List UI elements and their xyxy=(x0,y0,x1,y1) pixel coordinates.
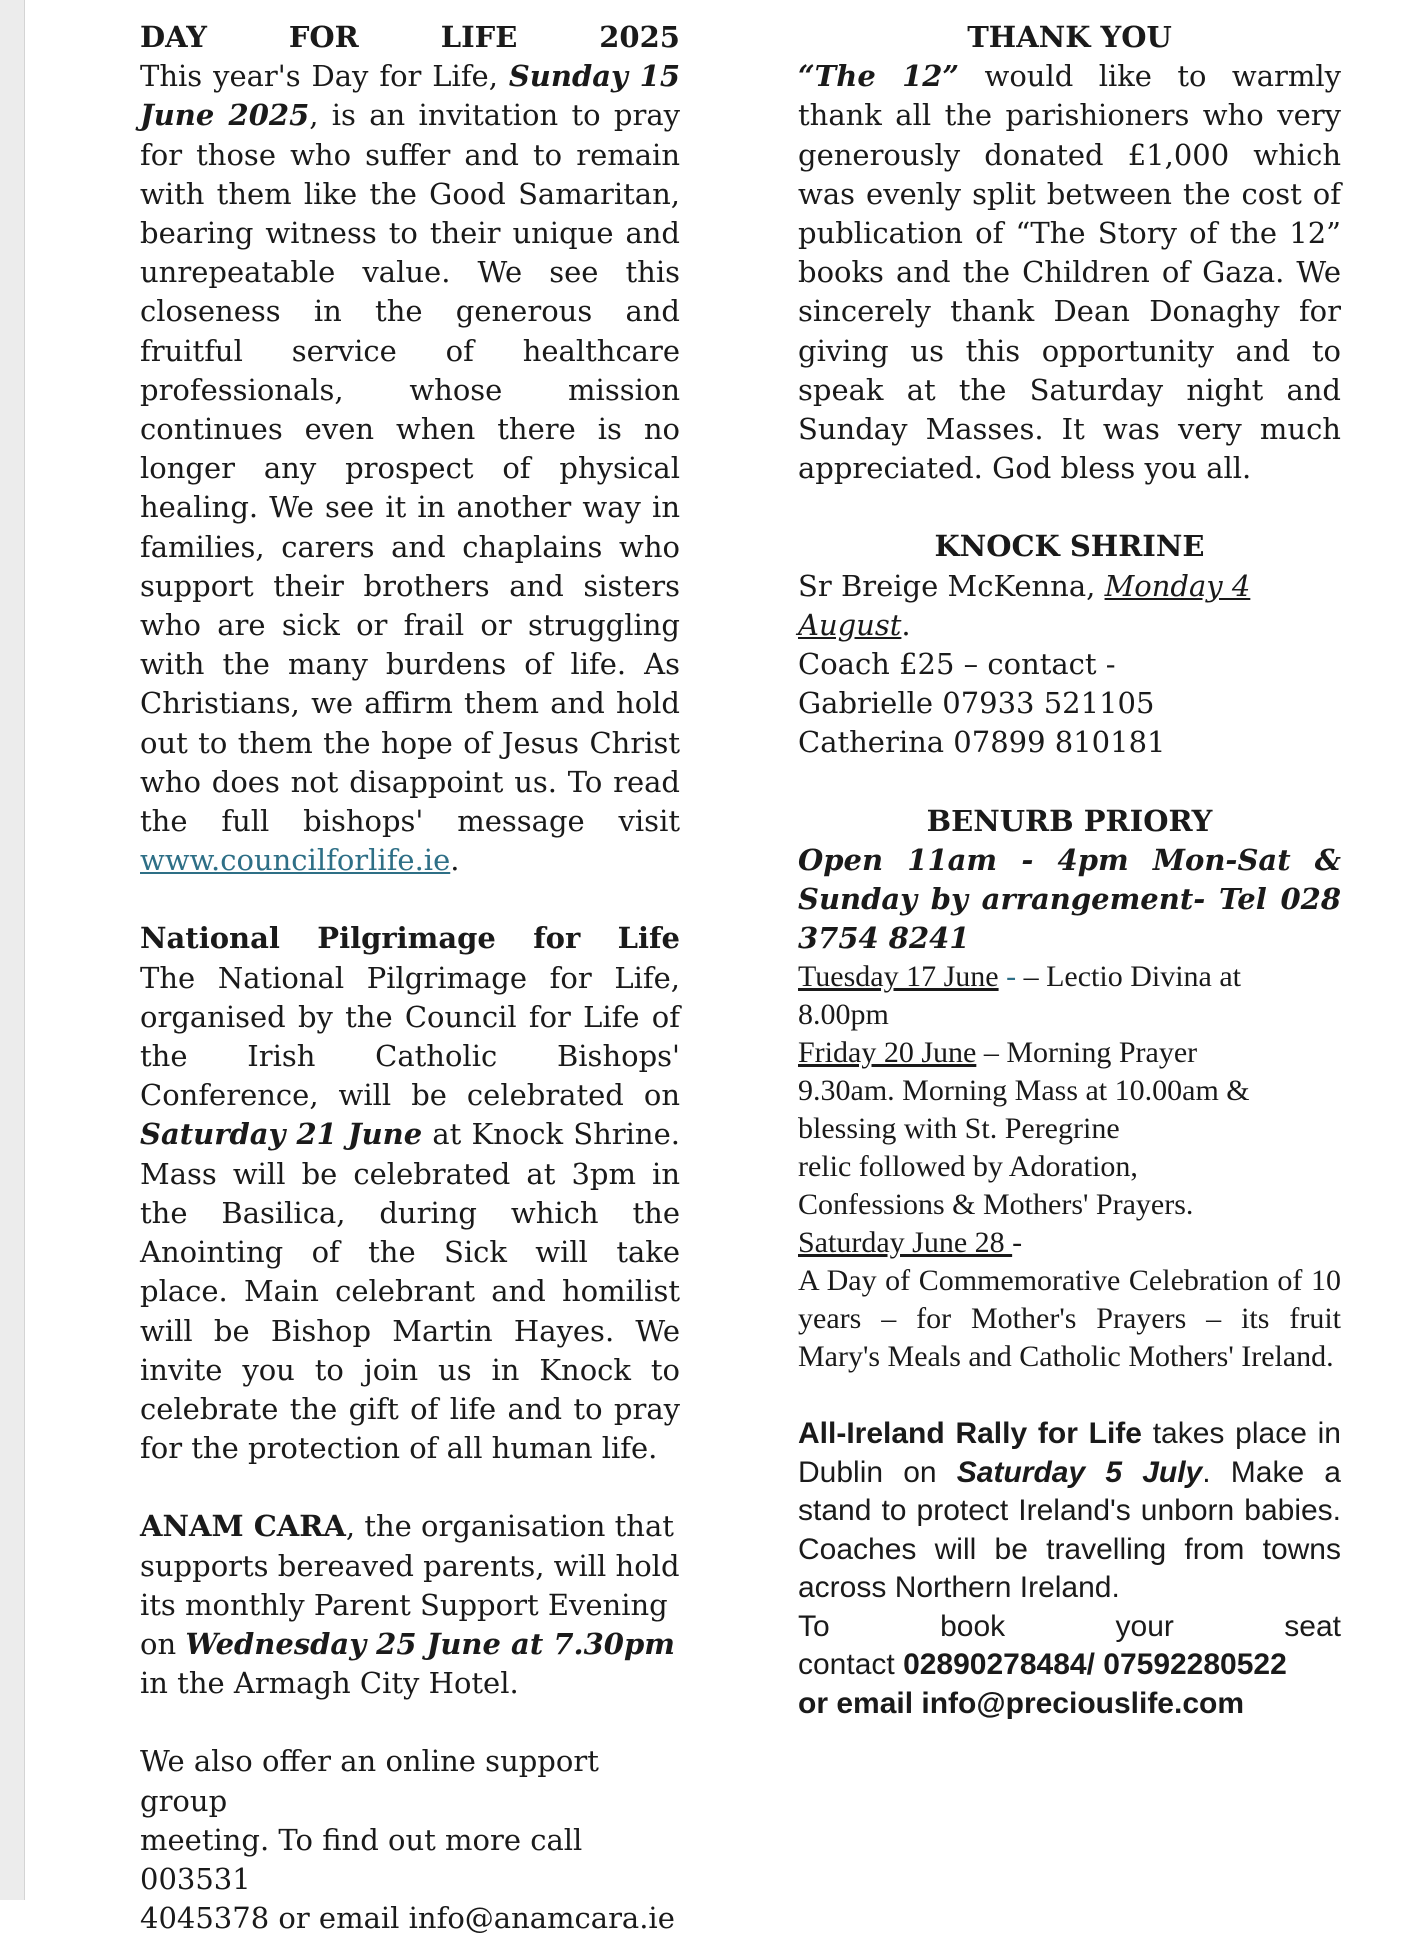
page-margin-bar xyxy=(0,0,25,1900)
heading-word: National xyxy=(140,921,280,956)
pilgrimage-heading xyxy=(140,919,680,958)
notice-line: We also offer an online support group xyxy=(140,1744,599,1818)
group-name: “The 12” xyxy=(798,59,960,94)
notice-line: Catherina 07899 810181 xyxy=(798,725,1166,760)
email-line xyxy=(798,1685,1341,1724)
body-text: at Knock Shrine. Mass will be celebrated at 3pm in the Basilica, during which the Anointing of the Sick will take place. Main celebrant and homilist will be Bishop Martin Hayes. We invite you to join us in Knock to celebrate the gift of life and to pray for the protection of all human life. xyxy=(140,1117,680,1466)
day-for-life-heading xyxy=(140,18,680,57)
heading-word: FOR xyxy=(288,20,359,54)
schedule-line: 8.00pm xyxy=(798,998,889,1032)
schedule-line: 9.30am. Morning Mass at 10.00am & xyxy=(798,1074,1250,1108)
knock-shrine-heading: KNOCK SHRINE xyxy=(934,529,1205,564)
schedule-line: A Day of Commemorative Celebration of 10 years – for Mother's Prayers – its fruit Mary's Meals and Catholic Mothers' Ireland. xyxy=(798,1264,1341,1374)
contact-line xyxy=(798,1646,1341,1685)
schedule-date: Tuesday 17 June xyxy=(798,960,999,994)
schedule-line xyxy=(798,958,1341,996)
notice-line xyxy=(140,1507,680,1546)
contact-email: or email info@preciouslife.com xyxy=(798,1686,1245,1720)
anam-cara-notice xyxy=(140,1507,680,1703)
event-date: Monday 4 August xyxy=(798,568,1251,642)
benurb-priory-heading: BENURB PRIORY xyxy=(926,803,1213,838)
event-date: Saturday 21 June xyxy=(140,1117,423,1152)
right-column xyxy=(798,18,1341,1723)
body-text: would like to warmly thank all the parishioners who very generously donated £1,000 which was evenly split between the cost of publication of “The Story of the 12” books and the Children of Gaza. We sincerely thank Dean Donaghy for giving us this opportunity and to speak at the Saturday night and Sunday Masses. It was very much appreciated. God bless you all. xyxy=(798,59,1341,486)
notice-line: supports bereaved parents, will hold xyxy=(140,1548,680,1583)
thank-you-body xyxy=(798,57,1341,488)
body-text: on xyxy=(140,1626,186,1661)
body-text: . Make a stand to protect Ireland's unborn babies. Coaches will be travelling from towns across Northern Ireland. xyxy=(798,1455,1341,1605)
schedule-date: Saturday June 28 xyxy=(798,1226,1013,1260)
heading-word: Life xyxy=(617,921,680,956)
schedule-line: relic followed by Adoration, xyxy=(798,1150,1138,1184)
schedule-line xyxy=(798,1034,1341,1072)
thank-you-heading: THANK YOU xyxy=(967,20,1172,54)
event-date: Saturday 5 July xyxy=(956,1455,1203,1489)
body-text: To xyxy=(798,1609,830,1643)
heading-word: DAY xyxy=(140,20,207,54)
heading-word: Pilgrimage xyxy=(317,921,496,956)
pilgrimage-body xyxy=(140,959,680,1469)
heading-word: for xyxy=(533,921,581,956)
body-text: contact xyxy=(798,1648,904,1682)
rally-for-life-notice xyxy=(798,1415,1341,1723)
body-text: - xyxy=(1012,1226,1023,1260)
notice-line: meeting. To find out more call 003531 xyxy=(140,1822,583,1896)
schedule-date: Friday 20 June xyxy=(798,1036,977,1070)
notice-line xyxy=(140,1625,680,1664)
notice-line: in the Armagh City Hotel. xyxy=(140,1666,519,1701)
body-text: , the organisation that xyxy=(345,1509,674,1544)
body-text: Sr Breige McKenna, xyxy=(798,568,1105,603)
body-text: takes place in Dublin on xyxy=(798,1417,1341,1489)
event-title: All-Ireland Rally for Life xyxy=(798,1417,1142,1451)
body-text: book xyxy=(940,1609,1006,1643)
council-for-life-link[interactable]: www.councilforlife.ie xyxy=(140,843,451,878)
rally-body xyxy=(798,1415,1341,1608)
body-text: The National Pilgrimage for Life, organised by the Council for Life of the Irish Catholic Bishops' Conference, will be celebrated on xyxy=(140,960,680,1113)
body-text: seat xyxy=(1284,1609,1341,1643)
body-text: – Morning Prayer xyxy=(976,1036,1198,1070)
heading-word: LIFE xyxy=(440,20,518,54)
priory-schedule xyxy=(798,958,1341,1376)
notice-line xyxy=(798,567,1341,645)
event-date: Sunday 15 June 2025 xyxy=(140,59,681,133)
book-seat-line xyxy=(798,1608,1341,1647)
heading-word: 2025 xyxy=(599,20,680,54)
left-column xyxy=(140,18,680,1938)
knock-shrine-notice xyxy=(798,567,1341,763)
priory-hours: Open 11am - 4pm Mon-Sat & Sunday by arrangement- Tel 028 3754 8241 xyxy=(798,842,1341,956)
notice-line: Coach £25 – contact - xyxy=(798,647,1116,682)
body-text: - xyxy=(998,960,1024,994)
phone-numbers: 02890278484/ 07592280522 xyxy=(903,1648,1287,1682)
notice-line: its monthly Parent Support Evening xyxy=(140,1587,668,1622)
notice-line: Gabrielle 07933 521105 xyxy=(798,686,1155,721)
body-text: . xyxy=(450,843,460,878)
body-text: . xyxy=(901,607,911,642)
body-text: , is an invitation to pray for those who suffer and to remain with them like the Good Samaritan, bearing witness to their unique and unrepeatable value. We see this closeness in the generous and fruitful service of healthcare professionals, whose mission continues even when there is no longer any prospect of physical healing. We see it in another way in families, carers and chaplains who support their brothers and sisters who are sick or frail or struggling with the many burdens of life. As Christians, we affirm them and hold out to them the hope of Jesus Christ who does not disappoint us. To read the full bishops' message visit xyxy=(140,98,680,839)
body-text: – Lectio Divina at xyxy=(1023,960,1242,994)
online-support-notice xyxy=(140,1742,680,1938)
event-date: Wednesday 25 June at 7.30pm xyxy=(185,1626,675,1661)
organisation-name: ANAM CARA xyxy=(140,1509,346,1544)
schedule-line xyxy=(798,1224,1341,1262)
body-text: This year's Day for Life, xyxy=(140,59,509,94)
schedule-line: Confessions & Mothers' Prayers. xyxy=(798,1188,1194,1222)
body-text: your xyxy=(1115,1609,1174,1643)
day-for-life-body xyxy=(140,57,680,880)
notice-line: 4045378 or email info@anamcara.ie xyxy=(140,1901,675,1936)
schedule-line: blessing with St. Peregrine xyxy=(798,1112,1120,1146)
